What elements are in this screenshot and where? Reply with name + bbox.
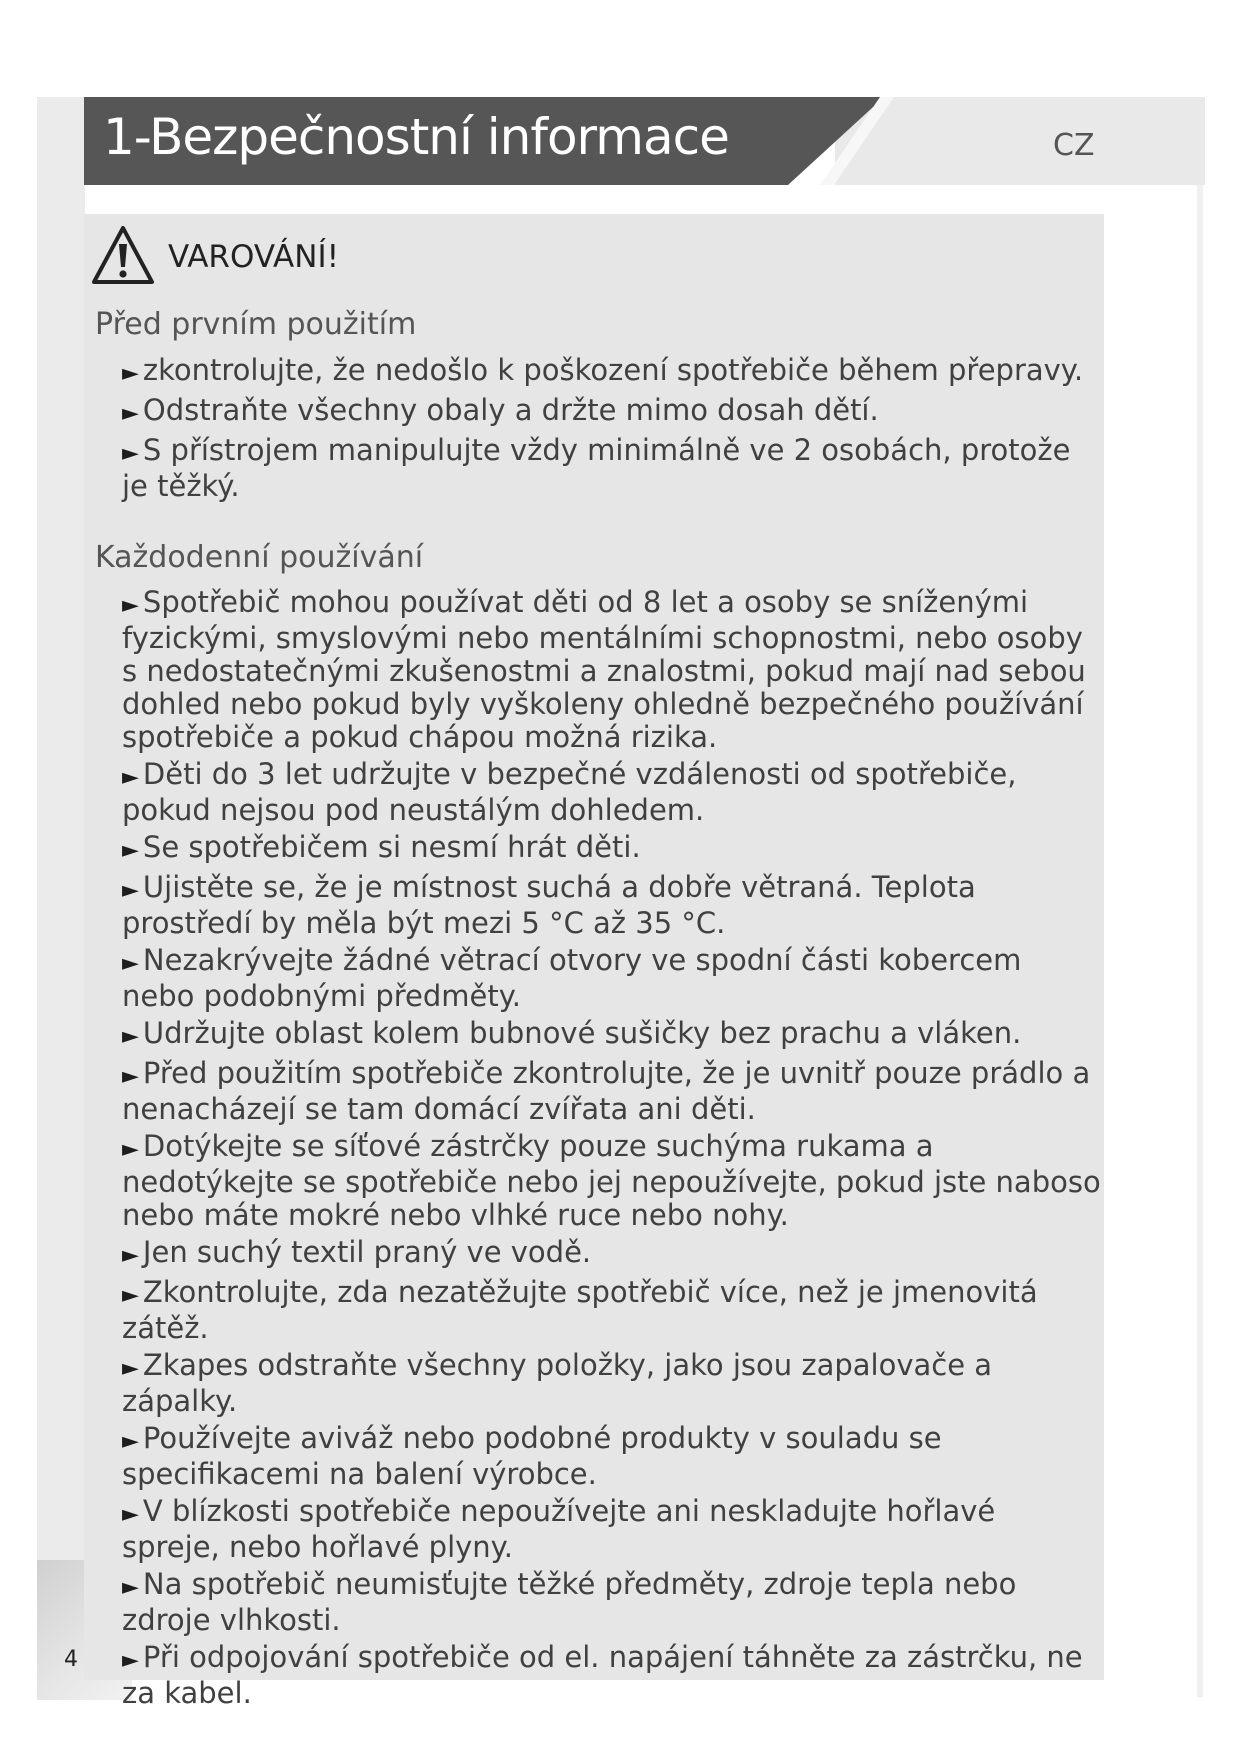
bullet-arrow-icon: ► [122, 401, 139, 426]
page-title: 1-Bezpečnostní informace [103, 108, 729, 166]
list-item-text: Používejte aviváž nebo podobné produkty v souladu se specifikacemi na balení výrobce. [122, 1421, 942, 1491]
list-item [122, 944, 1102, 1013]
list-item [122, 1236, 1102, 1272]
list-item-text: Při odpojování spotřebiče od el. napájení táhněte za zástrčku, ne za kabel. [122, 1640, 1083, 1710]
list-item [122, 758, 1102, 827]
bullet-arrow-icon: ► [122, 765, 139, 790]
list-item [122, 586, 1102, 754]
bullet-arrow-icon: ► [122, 593, 139, 618]
warning-label: VAROVÁNÍ! [168, 239, 340, 275]
list-item [122, 354, 1102, 390]
bullet-arrow-icon: ► [122, 1064, 139, 1089]
list-item [122, 1017, 1102, 1053]
list-item [122, 1495, 1102, 1564]
bullet-arrow-icon: ► [122, 441, 139, 466]
bullet-arrow-icon: ► [122, 1502, 139, 1527]
page-number: 4 [64, 1647, 78, 1672]
list-item [122, 871, 1102, 940]
page-edge-left [37, 97, 85, 1697]
list-item-text: Děti do 3 let udržujte v bezpečné vzdálenosti od spotřebiče, pokud nejsou pod neustálým dohledem. [122, 757, 1017, 827]
bullet-arrow-icon: ► [122, 838, 139, 863]
warning-triangle-icon [90, 224, 156, 290]
list-item-text: Na spotřebič neumisťujte těžké předměty, zdroje tepla nebo zdroje vlhkosti. [122, 1567, 1017, 1637]
bullet-arrow-icon: ► [122, 361, 139, 386]
section-title-before-first-use: Před prvním použitím [95, 307, 417, 342]
list-item-text: Udržujte oblast kolem bubnové sušičky bez prachu a vláken. [142, 1016, 1022, 1050]
list-item [122, 1276, 1102, 1345]
language-code: CZ [1053, 128, 1095, 163]
list-item [122, 831, 1102, 867]
list-item-text: Se spotřebičem si nesmí hrát děti. [142, 830, 641, 864]
list-item-text: Dotýkejte se síťové zástrčky pouze suchýma rukama a nedotýkejte se spotřebiče nebo jej nepoužívejte, pokud jste naboso nebo máte mokré nebo vlhké ruce nebo nohy. [122, 1129, 1101, 1232]
list-before-first-use [122, 354, 1102, 507]
list-daily-use [122, 586, 1102, 1714]
bullet-arrow-icon: ► [122, 1356, 139, 1381]
bullet-arrow-icon: ► [122, 1648, 139, 1673]
bullet-arrow-icon: ► [122, 1243, 139, 1268]
list-item [122, 1641, 1102, 1710]
list-item [122, 394, 1102, 430]
bullet-arrow-icon: ► [122, 1429, 139, 1454]
list-item-text: Jen suchý textil praný ve vodě. [142, 1235, 592, 1269]
bullet-arrow-icon: ► [122, 1024, 139, 1049]
list-item-text: zkontrolujte, že nedošlo k poškození spotřebiče během přepravy. [142, 353, 1084, 387]
header-band [835, 97, 1205, 185]
bullet-arrow-icon: ► [122, 1283, 139, 1308]
list-item [122, 1130, 1102, 1232]
list-item-text: Odstraňte všechny obaly a držte mimo dosah dětí. [142, 393, 879, 427]
list-item-text: Nezakrývejte žádné větrací otvory ve spodní části kobercem nebo podobnými předměty. [122, 943, 1022, 1013]
bullet-arrow-icon: ► [122, 878, 139, 903]
bullet-arrow-icon: ► [122, 1575, 139, 1600]
list-item [122, 434, 1102, 503]
list-item-text: V blízkosti spotřebiče nepoužívejte ani neskladujte hořlavé spreje, nebo hořlavé plyny. [122, 1494, 996, 1564]
list-item [122, 1422, 1102, 1491]
list-item [122, 1057, 1102, 1126]
bullet-arrow-icon: ► [122, 951, 139, 976]
bullet-arrow-icon: ► [122, 1137, 139, 1162]
list-item [122, 1349, 1102, 1418]
list-item-text: Zkontrolujte, zda nezatěžujte spotřebič více, než je jmenovitá zátěž. [122, 1275, 1038, 1345]
list-item-text: Zkapes odstraňte všechny položky, jako jsou zapalovače a zápalky. [122, 1348, 993, 1418]
section-title-daily-use: Každodenní používání [95, 540, 424, 575]
list-item-text: S přístrojem manipulujte vždy minimálně ve 2 osobách, protože je těžký. [122, 433, 1071, 503]
list-item [122, 1568, 1102, 1637]
warning-header [90, 224, 339, 290]
list-item-text: Spotřebič mohou používat děti od 8 let a osoby se sníženými fyzickými, smyslovými nebo mentálními schopnostmi, nebo osoby s nedostatečnými zkušenostmi a znalostmi, pokud mají nad sebou dohled nebo pokud byly vyškoleny ohledně bezpečného používání spotřebiče a pokud chápou možná rizika. [122, 585, 1086, 754]
list-item-text: Před použitím spotřebiče zkontrolujte, že je uvnitř pouze prádlo a nenacházejí se tam domácí zvířata ani děti. [122, 1056, 1091, 1126]
page-edge-right [1197, 97, 1203, 1697]
list-item-text: Ujistěte se, že je místnost suchá a dobře větraná. Teplota prostředí by měla být mezi 5 °C až 35 °C. [122, 870, 976, 940]
